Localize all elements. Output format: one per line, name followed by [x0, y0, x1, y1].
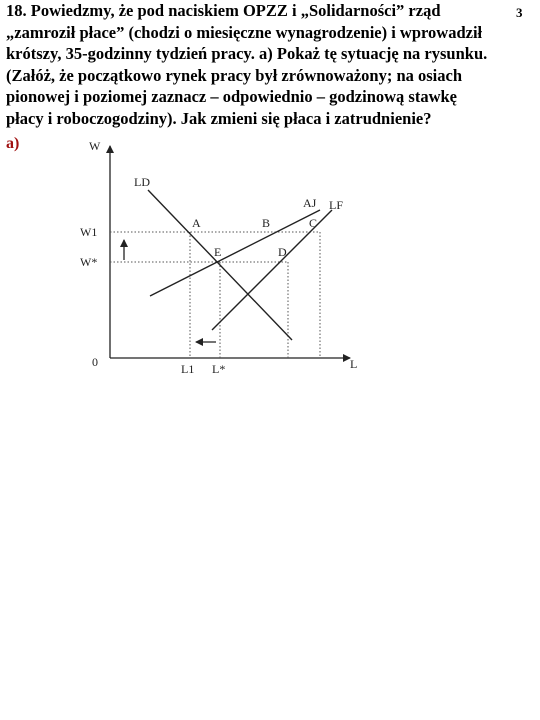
lstar-tick-label: L* — [212, 362, 226, 376]
point-a-label: A — [192, 216, 201, 230]
w1-tick-label: W1 — [80, 225, 98, 239]
point-e-label: E — [214, 245, 222, 259]
ld-label: LD — [134, 175, 150, 189]
lf-label: LF — [329, 198, 344, 212]
wstar-tick-label: W* — [80, 255, 98, 269]
y-axis-label: W — [89, 139, 101, 153]
part-label: a) — [6, 135, 20, 152]
point-b-label: B — [262, 216, 271, 230]
problem-line: krótszy, 35-godzinny tydzień pracy. a) Pokaż tę sytuację na rysunku. — [6, 44, 488, 64]
problem-line: 18. Powiedzmy, że pod naciskiem OPZZ i „Solidarności” rząd — [6, 1, 441, 20]
l1-tick-label: L1 — [181, 362, 195, 376]
page-number: 3 — [516, 5, 523, 20]
aj-curve — [150, 210, 320, 296]
x-axis-label: L — [350, 357, 358, 371]
problem-line: pionowej i poziomej zaznacz – odpowiednio – godzinową stawkę — [6, 87, 457, 107]
origin-label: 0 — [92, 355, 98, 369]
point-c-label: C — [309, 216, 318, 230]
labor-demand-curve — [148, 190, 292, 340]
aj-label: AJ — [303, 196, 317, 210]
problem-line: (Załóż, że początkowo rynek pracy był zrównoważony; na osiach — [6, 65, 463, 85]
point-d-label: D — [278, 245, 287, 259]
problem-line: płacy i roboczogodziny). Jak zmieni się płaca i zatrudnienie? — [6, 108, 432, 128]
problem-line: „zamroził płace” (chodzi o miesięczne wynagrodzenie) i wprowadził — [6, 22, 483, 42]
